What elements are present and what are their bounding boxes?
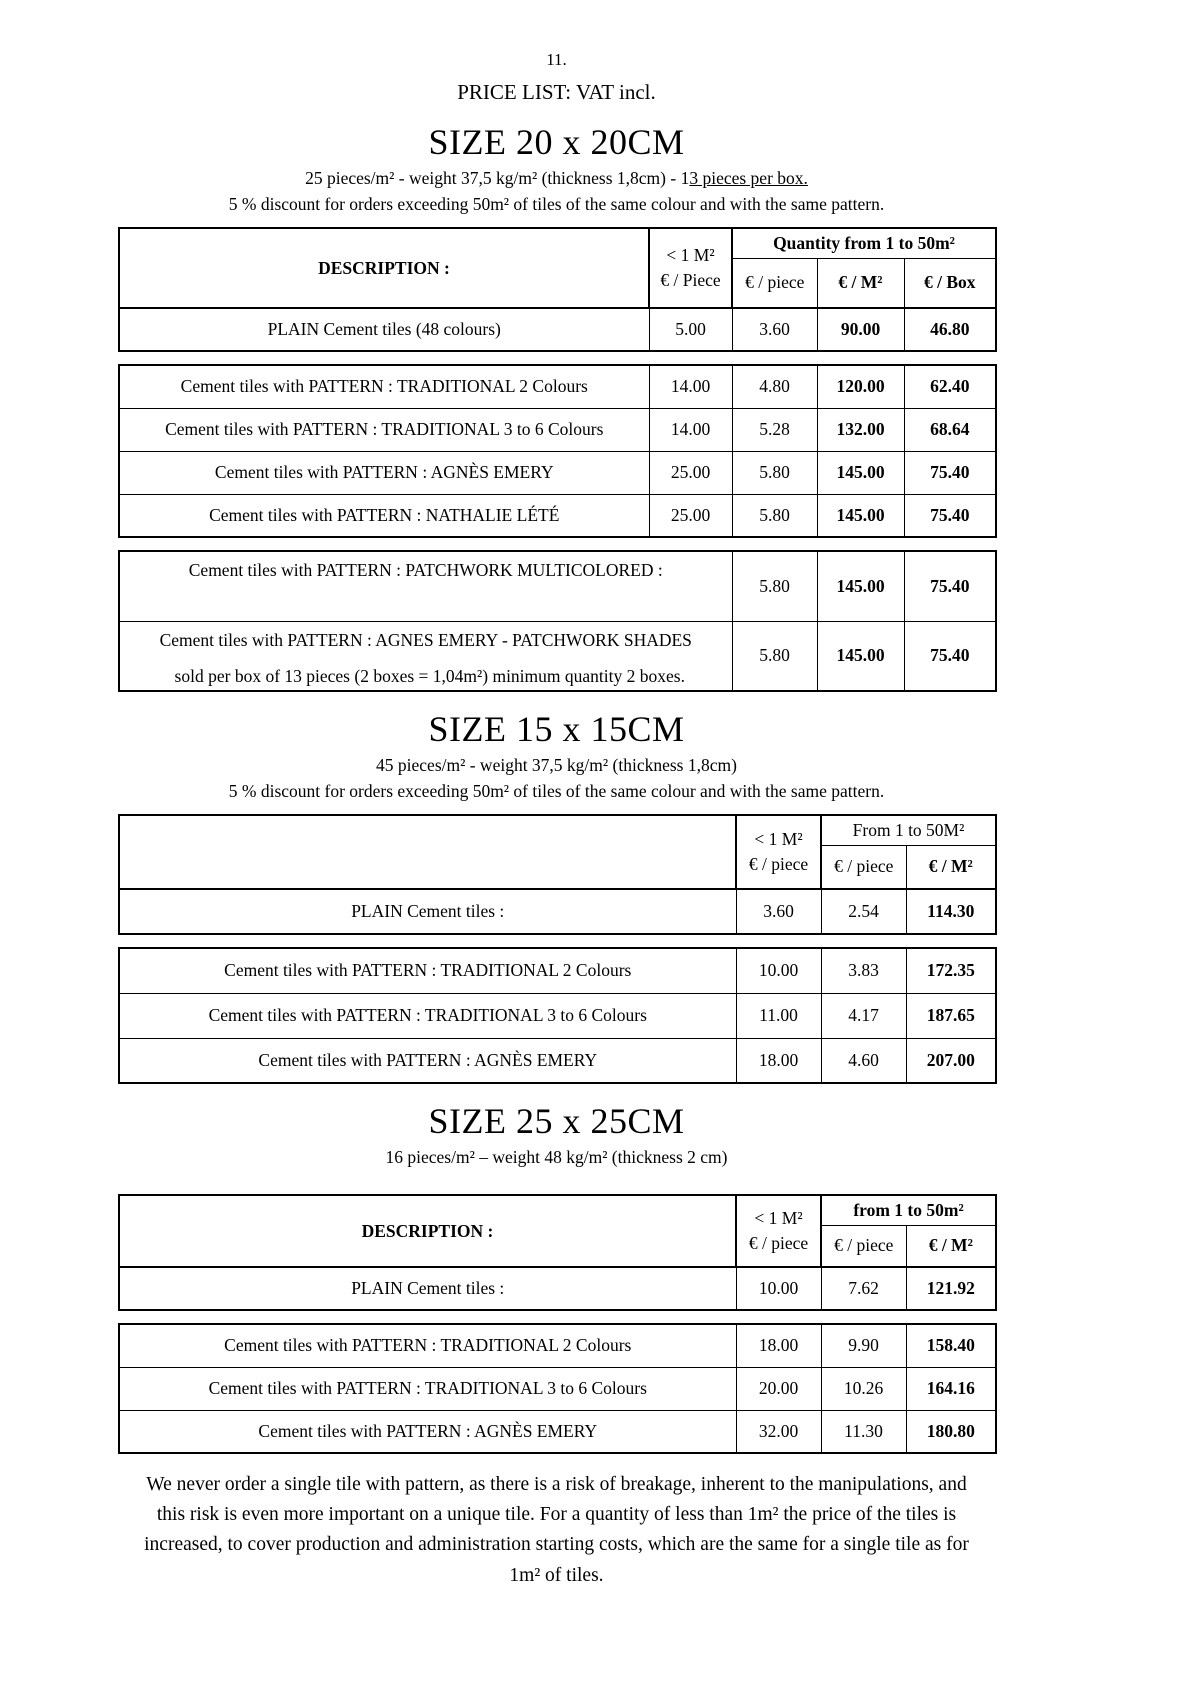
cell-m2: 90.00	[817, 308, 904, 351]
cell-box: 62.40	[904, 365, 996, 408]
table-20x20-plain	[118, 227, 997, 352]
cell-lt1: 5.00	[649, 308, 732, 351]
table-row	[119, 1324, 996, 1367]
discount-note-15x15: 5 % discount for orders exceeding 50m² of tiles of the same colour and with the same pattern.	[228, 781, 885, 801]
cell-lt1: 10.00	[736, 1267, 821, 1310]
header-lt1m2-line2: € / piece	[748, 1233, 809, 1253]
cell-lt1: 14.00	[649, 408, 732, 451]
header-per-box: € / Box	[904, 258, 996, 308]
cell-m2: 207.00	[906, 1038, 996, 1083]
cell-piece: 5.80	[732, 494, 817, 537]
cell-lt1: 25.00	[649, 451, 732, 494]
header-description: DESCRIPTION :	[119, 1195, 736, 1267]
cell-desc: Cement tiles with PATTERN : AGNÈS EMERY	[119, 1410, 736, 1453]
cell-desc: PLAIN Cement tiles :	[119, 889, 736, 934]
cell-lt1: 18.00	[736, 1324, 821, 1367]
section-20x20	[118, 121, 995, 692]
header-description-empty	[119, 815, 736, 889]
table-row	[119, 1038, 996, 1083]
cell-box: 75.40	[904, 451, 996, 494]
cell-desc: Cement tiles with PATTERN : TRADITIONAL 3 to 6 Colours	[119, 1367, 736, 1410]
cell-desc: Cement tiles with PATTERN : NATHALIE LÉTÉ	[119, 494, 649, 537]
cell-piece: 3.60	[732, 308, 817, 351]
section-15x15	[118, 708, 995, 1084]
cell-piece: 4.80	[732, 365, 817, 408]
cell-piece: 5.80	[732, 551, 817, 621]
cell-box: 68.64	[904, 408, 996, 451]
cell-piece: 10.26	[821, 1367, 906, 1410]
cell-m2: 121.92	[906, 1267, 996, 1310]
cell-m2: 120.00	[817, 365, 904, 408]
header-lt1m2	[649, 228, 732, 308]
header-lt1m2-line1: < 1 M²	[754, 1207, 803, 1228]
table-row	[119, 1267, 996, 1310]
cell-desc: PLAIN Cement tiles (48 colours)	[119, 308, 649, 351]
table-15x15-plain	[118, 814, 997, 935]
table-25x25-plain	[118, 1194, 997, 1311]
cell-piece: 4.60	[821, 1038, 906, 1083]
table-row	[119, 408, 996, 451]
header-quantity-span: Quantity from 1 to 50m²	[732, 228, 996, 258]
cell-m2: 132.00	[817, 408, 904, 451]
document-title: PRICE LIST: VAT incl.	[457, 80, 656, 104]
cell-box: 75.40	[904, 551, 996, 621]
discount-note-20x20: 5 % discount for orders exceeding 50m² of tiles of the same colour and with the same pattern.	[228, 194, 885, 214]
cell-lt1: 11.00	[736, 993, 821, 1038]
footer-note	[118, 1470, 995, 1591]
header-lt1m2	[736, 1195, 821, 1267]
cell-box: 46.80	[904, 308, 996, 351]
header-lt1m2	[736, 815, 821, 889]
cell-lt1: 10.00	[736, 948, 821, 993]
cell-m2: 164.16	[906, 1367, 996, 1410]
header-per-m2: € / M²	[906, 1225, 996, 1267]
header-per-piece: € / piece	[821, 1225, 906, 1267]
section-subtitle-25x25: 16 pieces/m² – weight 48 kg/m² (thickness 2 cm)	[385, 1147, 728, 1167]
table-row	[119, 1410, 996, 1453]
cell-lt1: 18.00	[736, 1038, 821, 1083]
header-per-m2: € / M²	[906, 845, 996, 889]
cell-m2: 145.00	[817, 621, 904, 691]
cell-desc: Cement tiles with PATTERN : AGNÈS EMERY	[119, 451, 649, 494]
cell-piece: 7.62	[821, 1267, 906, 1310]
section-subtitle-20x20	[118, 168, 995, 189]
section-heading-15x15: SIZE 15 x 15CM	[428, 709, 685, 749]
footer-line: this risk is even more important on a unique tile. For a quantity of less than 1m² the price of the tiles is	[156, 1504, 957, 1526]
section-heading-20x20: SIZE 20 x 20CM	[428, 122, 685, 162]
cell-piece: 2.54	[821, 889, 906, 934]
cell-m2: 145.00	[817, 451, 904, 494]
cell-piece: 3.83	[821, 948, 906, 993]
section-subtitle-15x15: 45 pieces/m² - weight 37,5 kg/m² (thickness 1,8cm)	[376, 755, 737, 775]
header-range-span: from 1 to 50m²	[821, 1195, 996, 1225]
cell-box: 75.40	[904, 621, 996, 691]
footer-line: 1m² of tiles.	[509, 1564, 604, 1586]
table-row	[119, 494, 996, 537]
cell-desc: Cement tiles with PATTERN : TRADITIONAL 2 Colours	[119, 1324, 736, 1367]
cell-piece: 5.80	[732, 621, 817, 691]
table-25x25-pattern	[118, 1323, 997, 1454]
header-description: DESCRIPTION :	[119, 228, 649, 308]
cell-m2: 158.40	[906, 1324, 996, 1367]
cell-piece: 11.30	[821, 1410, 906, 1453]
cell-desc: Cement tiles with PATTERN : TRADITIONAL 2 Colours	[119, 948, 736, 993]
table-row	[119, 1367, 996, 1410]
header-lt1m2-line1: < 1 M²	[754, 828, 803, 849]
page-number: 11.	[546, 50, 567, 69]
cell-desc: PLAIN Cement tiles :	[119, 1267, 736, 1310]
table-row	[119, 621, 996, 691]
cell-piece: 5.80	[732, 451, 817, 494]
cell-lt1: 3.60	[736, 889, 821, 934]
header-lt1m2-line2: € / piece	[748, 854, 809, 874]
header-per-piece: € / piece	[732, 258, 817, 308]
cell-m2: 145.00	[817, 494, 904, 537]
footer-line: We never order a single tile with pattern, as there is a risk of breakage, inherent to the manipulations, and	[146, 1474, 967, 1495]
cell-desc-note: sold per box of 13 pieces (2 boxes = 1,04m²) minimum quantity 2 boxes.	[174, 665, 685, 686]
footer-line: increased, to cover production and administration starting costs, which are the same for a single tile as for	[144, 1534, 969, 1556]
table-15x15-pattern	[118, 947, 997, 1084]
cell-piece: 9.90	[821, 1324, 906, 1367]
cell-m2: 145.00	[817, 551, 904, 621]
table-row	[119, 451, 996, 494]
header-lt1m2-line1: < 1 M²	[666, 244, 715, 265]
cell-desc: Cement tiles with PATTERN : PATCHWORK MULTICOLORED :	[119, 551, 732, 621]
header-lt1m2-line2: € / Piece	[660, 270, 721, 290]
cell-desc: Cement tiles with PATTERN : TRADITIONAL 3 to 6 Colours	[119, 408, 649, 451]
cell-m2: 172.35	[906, 948, 996, 993]
table-20x20-patchwork	[118, 550, 997, 692]
table-row	[119, 993, 996, 1038]
table-row	[119, 365, 996, 408]
cell-box: 75.40	[904, 494, 996, 537]
cell-m2: 180.80	[906, 1410, 996, 1453]
header-per-piece: € / piece	[821, 845, 906, 889]
header-range-span: From 1 to 50M²	[821, 815, 996, 845]
subtitle-text: 25 pieces/m² - weight 37,5 kg/m² (thickness 1,8cm) - 1	[305, 168, 690, 188]
cell-desc: Cement tiles with PATTERN : AGNÈS EMERY	[119, 1038, 736, 1083]
cell-desc: Cement tiles with PATTERN : TRADITIONAL 3 to 6 Colours	[119, 993, 736, 1038]
table-row	[119, 889, 996, 934]
cell-lt1: 14.00	[649, 365, 732, 408]
table-row	[119, 551, 996, 621]
table-row	[119, 948, 996, 993]
table-20x20-pattern	[118, 364, 997, 538]
subtitle-underlined-text: 3 pieces per box.	[689, 168, 808, 188]
cell-lt1: 25.00	[649, 494, 732, 537]
cell-piece: 4.17	[821, 993, 906, 1038]
table-row	[119, 308, 996, 351]
cell-piece: 5.28	[732, 408, 817, 451]
header-per-m2: € / M²	[817, 258, 904, 308]
cell-desc: Cement tiles with PATTERN : AGNES EMERY - PATCHWORK SHADES sold per box of 13 pieces (2 boxes = 1,04m²) minimum quantity 2 boxes.	[119, 621, 732, 691]
section-heading-25x25: SIZE 25 x 25CM	[428, 1101, 685, 1141]
cell-m2: 114.30	[906, 889, 996, 934]
cell-lt1: 20.00	[736, 1367, 821, 1410]
cell-m2: 187.65	[906, 993, 996, 1038]
price-list-page	[118, 0, 995, 1591]
cell-lt1: 32.00	[736, 1410, 821, 1453]
cell-desc: Cement tiles with PATTERN : TRADITIONAL 2 Colours	[119, 365, 649, 408]
section-25x25	[118, 1100, 995, 1454]
